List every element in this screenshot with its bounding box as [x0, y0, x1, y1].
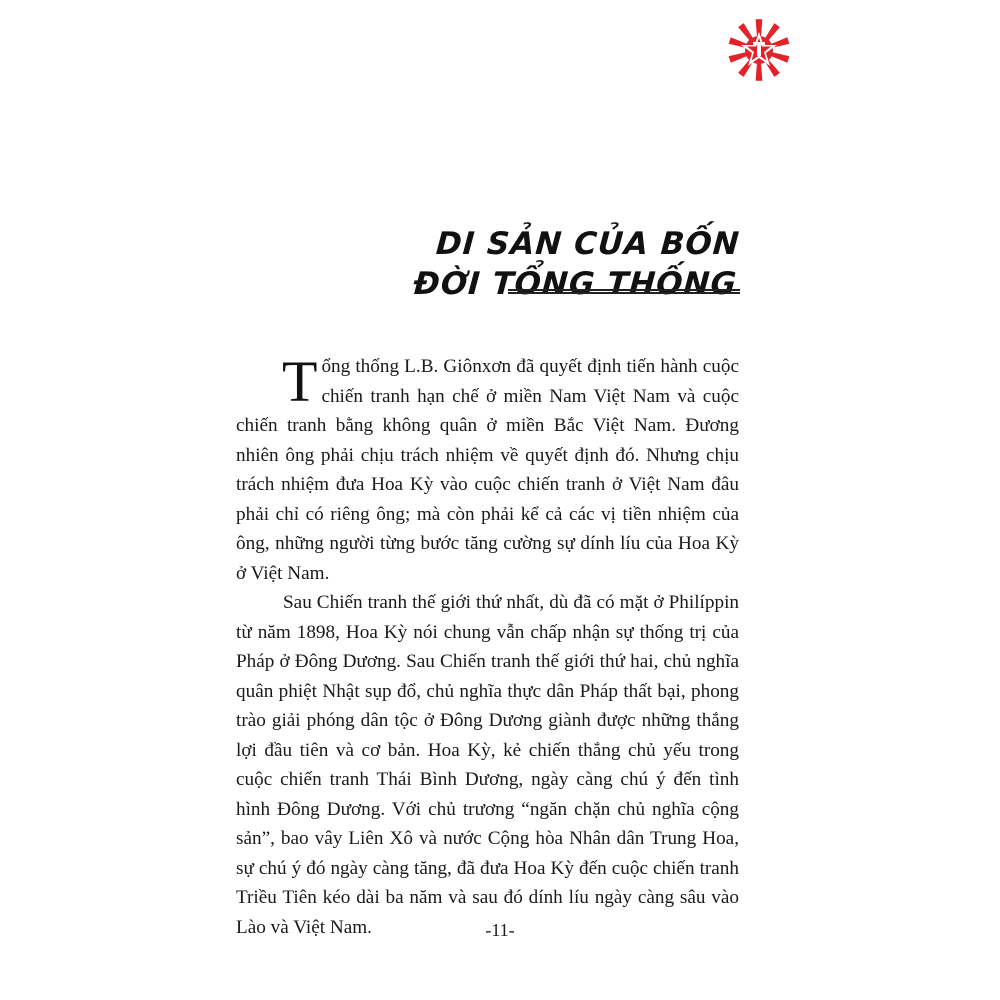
emblem-ray [729, 52, 749, 63]
drop-cap: T [282, 349, 318, 414]
title-underline [508, 289, 740, 294]
publisher-star-emblem-icon [727, 18, 791, 82]
paragraph-1-text: ổng thống L.B. Giônxơn đã quyết định tiến hành cuộc chiến tranh hạn chế ở miền Nam Việt Nam và cuộc chiến tranh bằng không quân ở miền Bắc Việt Nam. Đương nhiên ông phải chịu trách nhiệm về quyết định đó. Nhưng chịu trách nhiệm đưa Hoa Kỳ vào cuộc chiến tranh ở Việt Nam đâu phải chỉ có riêng ông; mà còn phải kể cả các vị tiền nhiệm của ông, những người từng bước tăng cường sự dính líu của Hoa Kỳ ở Việt Nam. [236, 356, 739, 584]
chapter-title-line1: DI SẢN CỦA BỐN [434, 226, 741, 262]
emblem-ray [756, 62, 763, 81]
paragraph-2: Sau Chiến tranh thế giới thứ nhất, dù đã có mặt ở Philíppin từ năm 1898, Hoa Kỳ nói chung vẫn chấp nhận sự thống trị của Pháp ở Đông Dương. Sau Chiến tranh thế giới thứ hai, chủ nghĩa quân phiệt Nhật sụp đổ, chủ nghĩa thực dân Pháp thất bại, phong trào giải phóng dân tộc ở Đông Dương giành được những thắng lợi đầu tiên và cơ bản. Hoa Kỳ, kẻ chiến thắng chủ yếu trong cuộc chiến tranh Thái Bình Dương, ngày càng chú ý đến tình hình Đông Dương. Với chủ trương “ngăn chặn chủ nghĩa cộng sản”, bao vây Liên Xô và nước Cộng hòa Nhân dân Trung Hoa, sự chú ý đó ngày càng tăng, đã đưa Hoa Kỳ đến cuộc chiến tranh Triều Tiên kéo dài ba năm và sau đó dính líu ngày càng sâu vào Lào và Việt Nam. [236, 592, 739, 938]
emblem-ray [770, 52, 790, 63]
paragraph-1 [236, 349, 739, 588]
page-number: -11- [485, 920, 515, 940]
body-text [236, 349, 739, 942]
chapter-title-line2: ĐỜI TỔNG THỐNG [411, 266, 738, 302]
